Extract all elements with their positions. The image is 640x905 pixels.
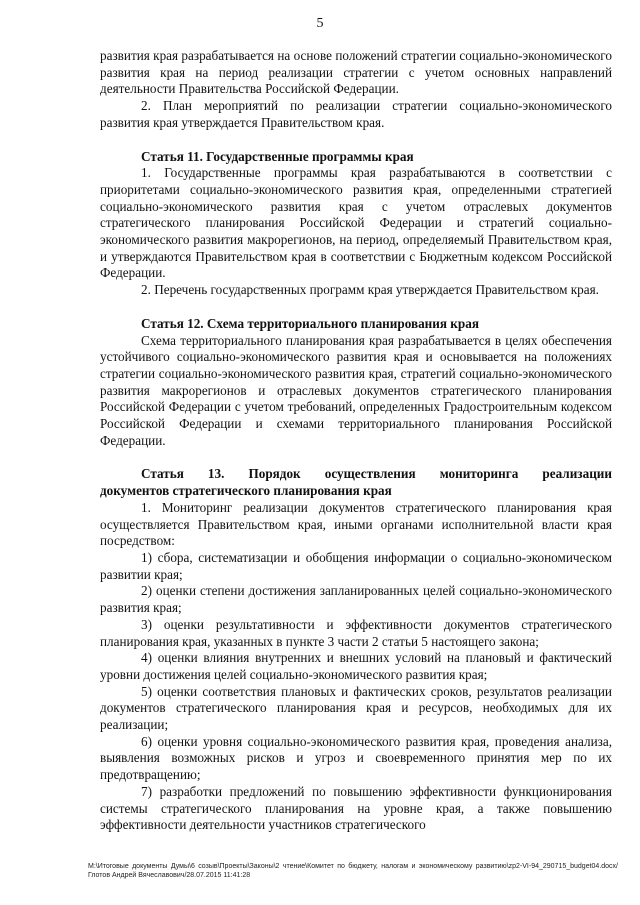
document-body <box>100 48 612 834</box>
section-spacer <box>100 449 612 466</box>
heading-word: Статья <box>141 466 184 482</box>
paragraph: 5) оценки соответствия плановых и фактических сроков, результатов реализации документов стратегического планирования края и ресурсов, необходимых для их реализации; <box>100 683 612 733</box>
heading-word: мониторинга <box>439 466 519 482</box>
section-spacer <box>100 132 612 149</box>
page-number: 5 <box>316 16 324 31</box>
section-spacer <box>100 299 612 316</box>
file-path-footer: M:\Итоговые документы Думы\6 созыв\Проекты\Законы\2 чтение\Комитет по бюджету, налогам и экономическому развитию\zp2-VI-94_290715_budget04.docx/Глотов Андрей Вячеславович/28.07.2015 11:41:28 <box>88 863 618 879</box>
paragraph: развития края разрабатывается на основе положений стратегии социально-экономического развития края на период реализации стратегии с учетом основных направлений деятельности Правительства Российской Федерации. <box>100 48 612 97</box>
heading-word: 13. <box>207 466 225 482</box>
article-heading-continuation: документов стратегического планирования края <box>100 483 392 499</box>
heading-word: реализации <box>542 466 612 482</box>
article-heading: Статья 12. Схема территориального планирования края <box>141 315 479 331</box>
paragraph: 2) оценки степени достижения запланированных целей социально-экономического развития края; <box>100 583 612 616</box>
heading-word: Порядок <box>248 466 301 482</box>
article-heading-line <box>100 466 612 483</box>
paragraph: 4) оценки влияния внутренних и внешних условий на плановый и фактический уровни достижения целей социально-экономического развития края; <box>100 650 612 682</box>
paragraph: 3) оценки результативности и эффективности документов стратегического планирования края, указанных в пункте 3 части 2 статьи 5 настоящего закона; <box>100 616 612 649</box>
paragraph: Схема территориального планирования края разрабатывается в целях обеспечения устойчивого социально-экономического развития края и основывается на положениях стратегии социально-экономического развития края, стратегий социально-экономического развития макрорегионов и отраслевых документов стратегического планирования Российской Федерации с учетом требований, определенных Градостроительным кодексом Российской Федерации и схемами территориального планирования Российской Федерации. <box>100 332 612 448</box>
heading-word: осуществления <box>324 466 416 482</box>
article-heading: Статья 11. Государственные программы края <box>141 148 414 164</box>
paragraph: 2. Перечень государственных программ края утверждается Правительством края. <box>141 282 599 298</box>
paragraph: 7) разработки предложений по повышению эффективности функционирования системы стратегического планирования на уровне края, а также повышению эффективности деятельности участников стратегического <box>100 783 612 833</box>
paragraph: 1. Мониторинг реализации документов стратегического планирования края осуществляется Правительством края, иными органами исполнительной власти края посредством: <box>100 499 612 549</box>
article-heading <box>100 466 612 499</box>
paragraph: 1) сбора, систематизации и обобщения информации о социально-экономическом развитии края; <box>100 549 612 582</box>
paragraph: 2. План мероприятий по реализации стратегии социально-экономического развития края утверждается Правительством края. <box>100 98 612 130</box>
paragraph: 6) оценки уровня социально-экономического развития края, проведения анализа, выявления возможных рисков и угроз и своевременного принятия мер по их предотвращению; <box>100 733 612 783</box>
paragraph: 1. Государственные программы края разрабатываются в соответствии с приоритетами социально-экономического развития края, определенными стратегией социально-экономического развития края с учетом отраслевых документов стратегического планирования Российской Федерации и стратегий социально-экономического развития макрорегионов, на период, определяемый Правительством края, и утверждаются Правительством края в соответствии с Бюджетным кодексом Российской Федерации. <box>100 165 612 281</box>
